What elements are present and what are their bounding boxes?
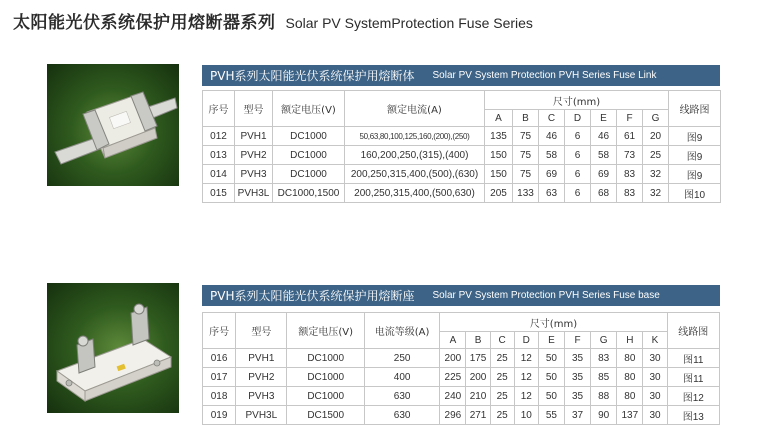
header-voltage: 额定电压(V) (287, 313, 364, 349)
cell-seq: 012 (203, 127, 235, 146)
header-voltage: 额定电压(V) (273, 91, 345, 127)
cell-dim-b: 200 (466, 368, 490, 387)
cell-dim-d: 6 (565, 184, 591, 203)
cell-voltage: DC1000 (287, 349, 364, 368)
header-dim-c: C (490, 332, 514, 349)
cell-seq: 018 (203, 387, 236, 406)
cell-dim-g: 83 (591, 349, 617, 368)
cell-dim-b: 75 (513, 146, 539, 165)
fuse-base-photo (47, 283, 179, 413)
cell-dim-c: 25 (490, 368, 514, 387)
cell-voltage: DC1000,1500 (273, 184, 345, 203)
cell-dim-h: 80 (617, 368, 643, 387)
cell-model: PVH1 (236, 349, 287, 368)
cell-dim-d: 6 (565, 146, 591, 165)
cell-current: 630 (364, 387, 439, 406)
cell-current: 160,200,250,(315),(400) (345, 146, 485, 165)
cell-dim-d: 12 (514, 387, 538, 406)
cell-dim-g: 90 (591, 406, 617, 425)
cell-dim-f: 35 (564, 368, 590, 387)
cell-seq: 019 (203, 406, 236, 425)
cell-dim-g: 85 (591, 368, 617, 387)
cell-dim-b: 271 (466, 406, 490, 425)
cell-current: 50,63,80,100,125,160,(200),(250) (345, 127, 485, 146)
page-title (13, 8, 533, 34)
header-dim-h: H (617, 332, 643, 349)
cell-dim-e: 50 (538, 387, 564, 406)
cell-dim-a: 205 (485, 184, 513, 203)
cell-circuit: 图11 (667, 368, 719, 387)
cell-voltage: DC1000 (273, 146, 345, 165)
cell-dim-h: 80 (617, 349, 643, 368)
cell-dim-f: 73 (617, 146, 643, 165)
cell-model: PVH1 (235, 127, 273, 146)
cell-dim-d: 10 (514, 406, 538, 425)
cell-current: 200,250,315,400,(500,630) (345, 184, 485, 203)
cell-dim-a: 150 (485, 165, 513, 184)
cell-dim-c: 25 (490, 406, 514, 425)
cell-dim-a: 200 (440, 349, 466, 368)
cell-dim-f: 61 (617, 127, 643, 146)
cell-dim-a: 240 (440, 387, 466, 406)
cell-circuit: 图9 (669, 127, 721, 146)
cell-circuit: 图9 (669, 146, 721, 165)
header-dim-g: G (591, 332, 617, 349)
cell-seq: 015 (203, 184, 235, 203)
cell-dim-c: 69 (539, 165, 565, 184)
cell-current: 200,250,315,400,(500),(630) (345, 165, 485, 184)
cell-dim-f: 37 (564, 406, 590, 425)
cell-current: 400 (364, 368, 439, 387)
header-dim-b: B (466, 332, 490, 349)
cell-circuit: 图9 (669, 165, 721, 184)
cell-voltage: DC1000 (273, 127, 345, 146)
cell-model: PVH2 (235, 146, 273, 165)
cell-dim-b: 133 (513, 184, 539, 203)
cell-dim-g: 25 (643, 146, 669, 165)
cell-dim-d: 12 (514, 349, 538, 368)
cell-dim-g: 32 (643, 165, 669, 184)
header-size: 尺寸(mm) (485, 91, 669, 110)
cell-dim-e: 46 (591, 127, 617, 146)
header-current: 额定电流(A) (345, 91, 485, 127)
fuse-base-section-title-en: Solar PV System Protection PVH Series Fuse base (432, 290, 660, 301)
fuse-link-spec-table (202, 90, 721, 203)
header-dim-a: A (440, 332, 466, 349)
cell-model: PVH3 (235, 165, 273, 184)
cell-model: PVH3 (236, 387, 287, 406)
cell-seq: 014 (203, 165, 235, 184)
table-row (203, 127, 721, 146)
cell-dim-e: 50 (538, 368, 564, 387)
cell-dim-e: 68 (591, 184, 617, 203)
fuse-link-illustration (47, 64, 179, 186)
cell-voltage: DC1000 (273, 165, 345, 184)
fuse-base-illustration (47, 283, 179, 413)
cell-seq: 013 (203, 146, 235, 165)
cell-seq: 016 (203, 349, 236, 368)
header-circuit: 线路图 (669, 91, 721, 127)
cell-voltage: DC1000 (287, 387, 364, 406)
page-title-cn: 太阳能光伏系统保护用熔断器系列 (13, 13, 276, 33)
cell-dim-c: 46 (539, 127, 565, 146)
cell-model: PVH3L (235, 184, 273, 203)
cell-dim-g: 20 (643, 127, 669, 146)
table-row (203, 368, 720, 387)
cell-dim-k: 30 (643, 349, 667, 368)
cell-dim-f: 83 (617, 165, 643, 184)
cell-circuit: 图10 (669, 184, 721, 203)
cell-dim-b: 175 (466, 349, 490, 368)
fuse-link-section-title-en: Solar PV System Protection PVH Series Fuse Link (432, 70, 657, 81)
cell-circuit: 图11 (667, 349, 719, 368)
cell-dim-e: 50 (538, 349, 564, 368)
fuse-base-spec-table (202, 312, 720, 425)
cell-current: 250 (364, 349, 439, 368)
header-dim-g: G (643, 110, 669, 127)
cell-dim-a: 150 (485, 146, 513, 165)
cell-dim-a: 135 (485, 127, 513, 146)
cell-dim-k: 30 (643, 406, 667, 425)
header-dim-b: B (513, 110, 539, 127)
cell-dim-f: 35 (564, 349, 590, 368)
fuse-base-section-title-cn: PVH系列太阳能光伏系统保护用熔断座 (210, 289, 415, 303)
table-row (203, 165, 721, 184)
cell-dim-e: 55 (538, 406, 564, 425)
cell-voltage: DC1000 (287, 368, 364, 387)
cell-circuit: 图13 (667, 406, 719, 425)
cell-dim-d: 6 (565, 165, 591, 184)
cell-model: PVH2 (236, 368, 287, 387)
table-row (203, 146, 721, 165)
header-dim-c: C (539, 110, 565, 127)
header-circuit: 线路图 (667, 313, 719, 349)
header-dim-d: D (565, 110, 591, 127)
header-dim-e: E (591, 110, 617, 127)
cell-dim-c: 63 (539, 184, 565, 203)
cell-dim-b: 210 (466, 387, 490, 406)
cell-dim-k: 30 (643, 368, 667, 387)
header-seq: 序号 (203, 313, 236, 349)
header-dim-a: A (485, 110, 513, 127)
header-dim-f: F (564, 332, 590, 349)
header-seq: 序号 (203, 91, 235, 127)
cell-dim-c: 58 (539, 146, 565, 165)
header-model: 型号 (236, 313, 287, 349)
cell-dim-h: 80 (617, 387, 643, 406)
table-row (203, 387, 720, 406)
cell-dim-e: 69 (591, 165, 617, 184)
cell-voltage: DC1500 (287, 406, 364, 425)
fuse-link-section-title-cn: PVH系列太阳能光伏系统保护用熔断体 (210, 69, 415, 83)
header-current: 电流等级(A) (364, 313, 439, 349)
header-dim-k: K (643, 332, 667, 349)
header-dim-e: E (538, 332, 564, 349)
cell-dim-c: 25 (490, 349, 514, 368)
cell-dim-b: 75 (513, 127, 539, 146)
cell-model: PVH3L (236, 406, 287, 425)
cell-dim-g: 88 (591, 387, 617, 406)
cell-dim-f: 83 (617, 184, 643, 203)
cell-dim-g: 32 (643, 184, 669, 203)
cell-circuit: 图12 (667, 387, 719, 406)
cell-seq: 017 (203, 368, 236, 387)
cell-dim-h: 137 (617, 406, 643, 425)
fuse-link-section-header (202, 65, 720, 86)
table-row (203, 184, 721, 203)
table-row (203, 349, 720, 368)
cell-dim-d: 6 (565, 127, 591, 146)
cell-dim-d: 12 (514, 368, 538, 387)
fuse-link-photo (47, 64, 179, 186)
fuse-base-section-header (202, 285, 720, 306)
cell-dim-b: 75 (513, 165, 539, 184)
header-dim-d: D (514, 332, 538, 349)
cell-dim-f: 35 (564, 387, 590, 406)
cell-dim-e: 58 (591, 146, 617, 165)
cell-dim-a: 296 (440, 406, 466, 425)
table-row (203, 406, 720, 425)
header-model: 型号 (235, 91, 273, 127)
cell-current: 630 (364, 406, 439, 425)
cell-dim-c: 25 (490, 387, 514, 406)
header-size: 尺寸(mm) (440, 313, 667, 332)
cell-dim-k: 30 (643, 387, 667, 406)
cell-dim-a: 225 (440, 368, 466, 387)
page-title-en: Solar PV SystemProtection Fuse Series (285, 15, 533, 31)
header-dim-f: F (617, 110, 643, 127)
